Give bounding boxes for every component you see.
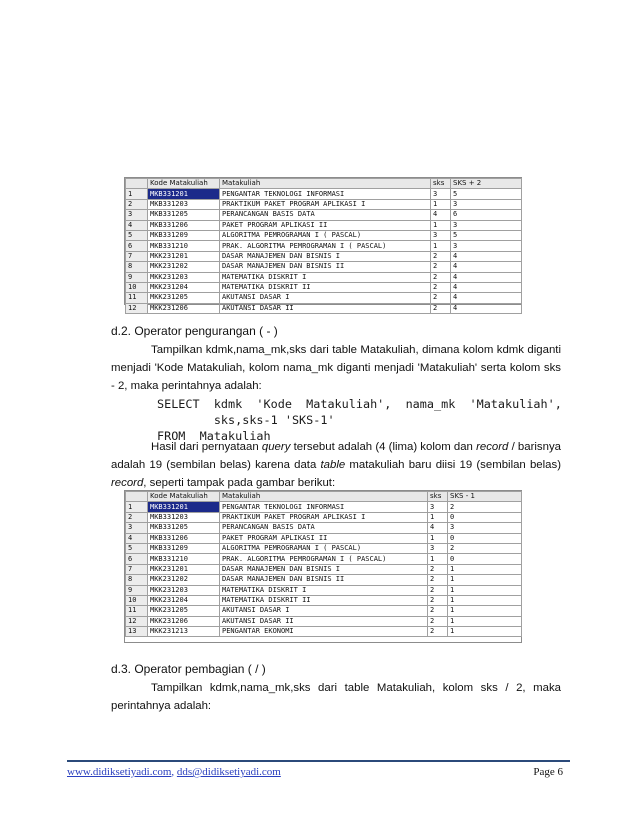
cell-computed[interactable]: 4: [451, 251, 522, 261]
table-row[interactable]: [126, 189, 522, 199]
sql-code-block: [157, 396, 562, 444]
cell-sks[interactable]: 1: [428, 512, 448, 522]
cell-computed[interactable]: 4: [451, 293, 522, 303]
email-link[interactable]: dds@didiksetiyadi.com: [176, 766, 281, 778]
cell-matakuliah[interactable]: DASAR MANAJEMEN DAN BISNIS I: [220, 251, 431, 261]
cell-kode[interactable]: MKB331201: [148, 189, 220, 199]
table-row[interactable]: [126, 502, 522, 512]
table-row[interactable]: [126, 606, 522, 616]
cell-computed[interactable]: 1: [448, 627, 522, 637]
table-row[interactable]: [126, 523, 522, 533]
cell-matakuliah[interactable]: PENGANTAR EKONOMI: [220, 627, 428, 637]
cell-matakuliah[interactable]: DASAR MANAJEMEN DAN BISNIS I: [220, 564, 428, 574]
row-number[interactable]: 5: [126, 230, 148, 240]
cell-matakuliah[interactable]: PRAKTIKUM PAKET PROGRAM APLIKASI I: [220, 199, 431, 209]
column-header-sks-minus-1[interactable]: SKS - 1: [448, 492, 522, 502]
table-row[interactable]: [126, 230, 522, 240]
cell-computed[interactable]: 6: [451, 210, 522, 220]
cell-matakuliah[interactable]: PAKET PROGRAM APLIKASI II: [220, 220, 431, 230]
cell-sks[interactable]: 2: [428, 595, 448, 605]
header-row: [126, 492, 522, 502]
result-table: [125, 491, 522, 637]
cell-kode[interactable]: MKK231202: [148, 262, 220, 272]
cell-sks[interactable]: 3: [428, 543, 448, 553]
paragraph-d2-instruction: Tampilkan kdmk,nama_mk,sks dari table Matakuliah, dimana kolom kdmk diganti menjadi 'Kode Matakuliah, kolom nama_mk diganti menjadi 'Matakuliah' serta kolom sks - 2, maka perintahnya adalah:: [111, 344, 561, 392]
table-row[interactable]: [126, 251, 522, 261]
cell-kode[interactable]: MKB331209: [148, 230, 220, 240]
cell-matakuliah[interactable]: MATEMATIKA DISKRIT I: [220, 272, 431, 282]
row-number[interactable]: 8: [126, 262, 148, 272]
cell-kode[interactable]: MKK231201: [148, 251, 220, 261]
cell-computed[interactable]: 5: [451, 230, 522, 240]
cell-sks[interactable]: 1: [428, 533, 448, 543]
section-heading-d2: d.2. Operator pengurangan ( - ): [111, 324, 278, 338]
row-number[interactable]: 4: [126, 220, 148, 230]
cell-sks[interactable]: 2: [431, 293, 451, 303]
table-row[interactable]: [126, 512, 522, 522]
cell-sks[interactable]: 3: [431, 189, 451, 199]
row-number[interactable]: 11: [126, 606, 148, 616]
row-number[interactable]: 11: [126, 293, 148, 303]
cell-sks[interactable]: 1: [428, 554, 448, 564]
column-header-kode[interactable]: Kode Matakuliah: [148, 492, 220, 502]
table-row[interactable]: [126, 627, 522, 637]
table-row[interactable]: [126, 241, 522, 251]
cell-sks[interactable]: 3: [431, 230, 451, 240]
cell-sks[interactable]: 2: [428, 575, 448, 585]
row-number[interactable]: 12: [126, 303, 148, 313]
table-row[interactable]: [126, 303, 522, 313]
cell-kode[interactable]: MKK231206: [148, 303, 220, 313]
cell-sks[interactable]: 2: [428, 606, 448, 616]
cell-sks[interactable]: 2: [428, 616, 448, 626]
cell-computed[interactable]: 1: [448, 575, 522, 585]
column-header-kode[interactable]: Kode Matakuliah: [148, 179, 220, 189]
cell-computed[interactable]: 0: [448, 554, 522, 564]
cell-kode[interactable]: MKB331205: [148, 210, 220, 220]
cell-sks[interactable]: 1: [431, 241, 451, 251]
page-number: Page 6: [533, 766, 563, 778]
row-number[interactable]: 1: [126, 189, 148, 199]
row-number[interactable]: 7: [126, 564, 148, 574]
table-row[interactable]: [126, 595, 522, 605]
cell-matakuliah[interactable]: ALGORITMA PEMROGRAMAN I ( PASCAL): [220, 543, 428, 553]
cell-kode[interactable]: MKB331210: [148, 241, 220, 251]
cell-kode[interactable]: MKK231202: [148, 575, 220, 585]
table-row[interactable]: [126, 199, 522, 209]
table-row[interactable]: [126, 282, 522, 292]
cell-computed[interactable]: 2: [448, 502, 522, 512]
cell-matakuliah[interactable]: PENGANTAR TEKNOLOGI INFORMASI: [220, 189, 431, 199]
cell-kode[interactable]: MKB331201: [148, 502, 220, 512]
sql-line: FROM Matakuliah: [157, 429, 271, 443]
cell-computed[interactable]: 1: [448, 585, 522, 595]
table-row[interactable]: [126, 585, 522, 595]
cell-matakuliah[interactable]: PENGANTAR TEKNOLOGI INFORMASI: [220, 502, 428, 512]
cell-matakuliah[interactable]: ALGORITMA PEMROGRAMAN I ( PASCAL): [220, 230, 431, 240]
cell-kode[interactable]: MKK231205: [148, 293, 220, 303]
cell-computed[interactable]: 4: [451, 303, 522, 313]
cell-matakuliah[interactable]: PRAK. ALGORITMA PEMROGRAMAN I ( PASCAL): [220, 554, 428, 564]
row-number[interactable]: 5: [126, 543, 148, 553]
cell-computed[interactable]: 4: [451, 272, 522, 282]
column-header-sks-plus-2[interactable]: SKS + 2: [451, 179, 522, 189]
cell-sks[interactable]: 2: [431, 282, 451, 292]
cell-matakuliah[interactable]: MATEMATIKA DISKRIT II: [220, 595, 428, 605]
cell-kode[interactable]: MKK231213: [148, 627, 220, 637]
row-number[interactable]: 7: [126, 251, 148, 261]
result-body: [126, 502, 522, 637]
cell-sks[interactable]: 2: [431, 251, 451, 261]
cell-computed[interactable]: 5: [451, 189, 522, 199]
row-number[interactable]: 9: [126, 272, 148, 282]
row-number[interactable]: 9: [126, 585, 148, 595]
cell-computed[interactable]: 4: [451, 262, 522, 272]
row-number[interactable]: 2: [126, 512, 148, 522]
cell-kode[interactable]: MKB331203: [148, 512, 220, 522]
result-body: [126, 189, 522, 314]
cell-kode[interactable]: MKK231203: [148, 585, 220, 595]
cell-kode[interactable]: MKB331203: [148, 199, 220, 209]
table-row[interactable]: [126, 220, 522, 230]
cell-computed[interactable]: 3: [451, 199, 522, 209]
cell-matakuliah[interactable]: PERANCANGAN BASIS DATA: [220, 210, 431, 220]
table-row[interactable]: [126, 272, 522, 282]
cell-computed[interactable]: 3: [451, 241, 522, 251]
table-row[interactable]: [126, 543, 522, 553]
cell-sks[interactable]: 2: [431, 262, 451, 272]
header-row: [126, 179, 522, 189]
row-number[interactable]: 6: [126, 554, 148, 564]
column-header-matakuliah[interactable]: Matakuliah: [220, 179, 431, 189]
table-row[interactable]: [126, 616, 522, 626]
column-header-matakuliah[interactable]: Matakuliah: [220, 492, 428, 502]
table-row[interactable]: [126, 564, 522, 574]
cell-matakuliah[interactable]: PRAKTIKUM PAKET PROGRAM APLIKASI I: [220, 512, 428, 522]
cell-computed[interactable]: 1: [448, 595, 522, 605]
cell-sks[interactable]: 4: [431, 210, 451, 220]
cell-computed[interactable]: 4: [451, 282, 522, 292]
cell-matakuliah[interactable]: PRAK. ALGORITMA PEMROGRAMAN I ( PASCAL): [220, 241, 431, 251]
cell-computed[interactable]: 1: [448, 606, 522, 616]
cell-kode[interactable]: MKB331206: [148, 533, 220, 543]
cell-matakuliah[interactable]: MATEMATIKA DISKRIT II: [220, 282, 431, 292]
cell-computed[interactable]: 2: [448, 543, 522, 553]
table-row[interactable]: [126, 554, 522, 564]
cell-kode[interactable]: MKB331209: [148, 543, 220, 553]
cell-matakuliah[interactable]: AKUTANSI DASAR I: [220, 606, 428, 616]
row-number[interactable]: 2: [126, 199, 148, 209]
row-number[interactable]: 4: [126, 533, 148, 543]
cell-computed[interactable]: 0: [448, 512, 522, 522]
paragraph-d2-result: Hasil dari pernyataan query tersebut adalah (4 (lima) kolom dan record / barisnya adalah 19 (sembilan belas) karena data table matakuliah baru diisi 19 (sembilan belas) record, seperti tampak pada gambar berikut:: [111, 441, 561, 489]
table-row[interactable]: [126, 575, 522, 585]
row-number[interactable]: 3: [126, 523, 148, 533]
table-row[interactable]: [126, 262, 522, 272]
row-number[interactable]: 13: [126, 627, 148, 637]
row-number[interactable]: 8: [126, 575, 148, 585]
cell-sks[interactable]: 2: [431, 303, 451, 313]
cell-kode[interactable]: MKK231204: [148, 282, 220, 292]
cell-matakuliah[interactable]: AKUTANSI DASAR II: [220, 303, 431, 313]
row-number[interactable]: 1: [126, 502, 148, 512]
cell-matakuliah[interactable]: MATEMATIKA DISKRIT I: [220, 585, 428, 595]
table-row[interactable]: [126, 533, 522, 543]
sql-line: sks,sks-1 'SKS-1': [157, 413, 335, 427]
result-table: [125, 178, 522, 314]
row-number[interactable]: 3: [126, 210, 148, 220]
cell-kode[interactable]: MKK231203: [148, 272, 220, 282]
result-grid-sks-plus-2: [124, 177, 522, 312]
cell-computed[interactable]: 1: [448, 564, 522, 574]
cell-computed[interactable]: 3: [448, 523, 522, 533]
cell-sks[interactable]: 1: [431, 199, 451, 209]
corner-header: [126, 492, 148, 502]
row-number[interactable]: 10: [126, 595, 148, 605]
cell-sks[interactable]: 1: [431, 220, 451, 230]
cell-matakuliah[interactable]: AKUTANSI DASAR I: [220, 293, 431, 303]
column-header-sks[interactable]: sks: [428, 492, 448, 502]
corner-header: [126, 179, 148, 189]
cell-kode[interactable]: MKK231201: [148, 564, 220, 574]
cell-kode[interactable]: MKB331206: [148, 220, 220, 230]
paragraph-d3-instruction: Tampilkan kdmk,nama_mk,sks dari table Matakuliah, kolom sks / 2, maka perintahnya adalah:: [111, 682, 561, 712]
cell-matakuliah[interactable]: AKUTANSI DASAR II: [220, 616, 428, 626]
cell-sks[interactable]: 3: [428, 502, 448, 512]
footer-links: www.didiksetiyadi.com, dds@didiksetiyadi.com: [67, 766, 281, 778]
cell-matakuliah[interactable]: DASAR MANAJEMEN DAN BISNIS II: [220, 262, 431, 272]
cell-kode[interactable]: MKB331210: [148, 554, 220, 564]
cell-sks[interactable]: 2: [428, 585, 448, 595]
row-number[interactable]: 10: [126, 282, 148, 292]
cell-sks[interactable]: 2: [431, 272, 451, 282]
sql-line: SELECT kdmk 'Kode Matakuliah', nama_mk 'Matakuliah',: [157, 397, 562, 411]
section-heading-d3: d.3. Operator pembagian ( / ): [111, 662, 266, 676]
cell-kode[interactable]: MKK231206: [148, 616, 220, 626]
cell-sks[interactable]: 4: [428, 523, 448, 533]
cell-computed[interactable]: 1: [448, 616, 522, 626]
cell-kode[interactable]: MKB331205: [148, 523, 220, 533]
website-link[interactable]: www.didiksetiyadi.com: [67, 766, 172, 778]
cell-matakuliah[interactable]: DASAR MANAJEMEN DAN BISNIS II: [220, 575, 428, 585]
footer-divider: [67, 760, 570, 762]
row-number[interactable]: 6: [126, 241, 148, 251]
cell-kode[interactable]: MKK231205: [148, 606, 220, 616]
cell-sks[interactable]: 2: [428, 627, 448, 637]
cell-matakuliah[interactable]: PERANCANGAN BASIS DATA: [220, 523, 428, 533]
cell-sks[interactable]: 2: [428, 564, 448, 574]
cell-computed[interactable]: 0: [448, 533, 522, 543]
row-number[interactable]: 12: [126, 616, 148, 626]
result-grid-sks-minus-1: [124, 490, 522, 643]
table-row[interactable]: [126, 210, 522, 220]
cell-kode[interactable]: MKK231204: [148, 595, 220, 605]
cell-computed[interactable]: 3: [451, 220, 522, 230]
table-row[interactable]: [126, 293, 522, 303]
column-header-sks[interactable]: sks: [431, 179, 451, 189]
cell-matakuliah[interactable]: PAKET PROGRAM APLIKASI II: [220, 533, 428, 543]
